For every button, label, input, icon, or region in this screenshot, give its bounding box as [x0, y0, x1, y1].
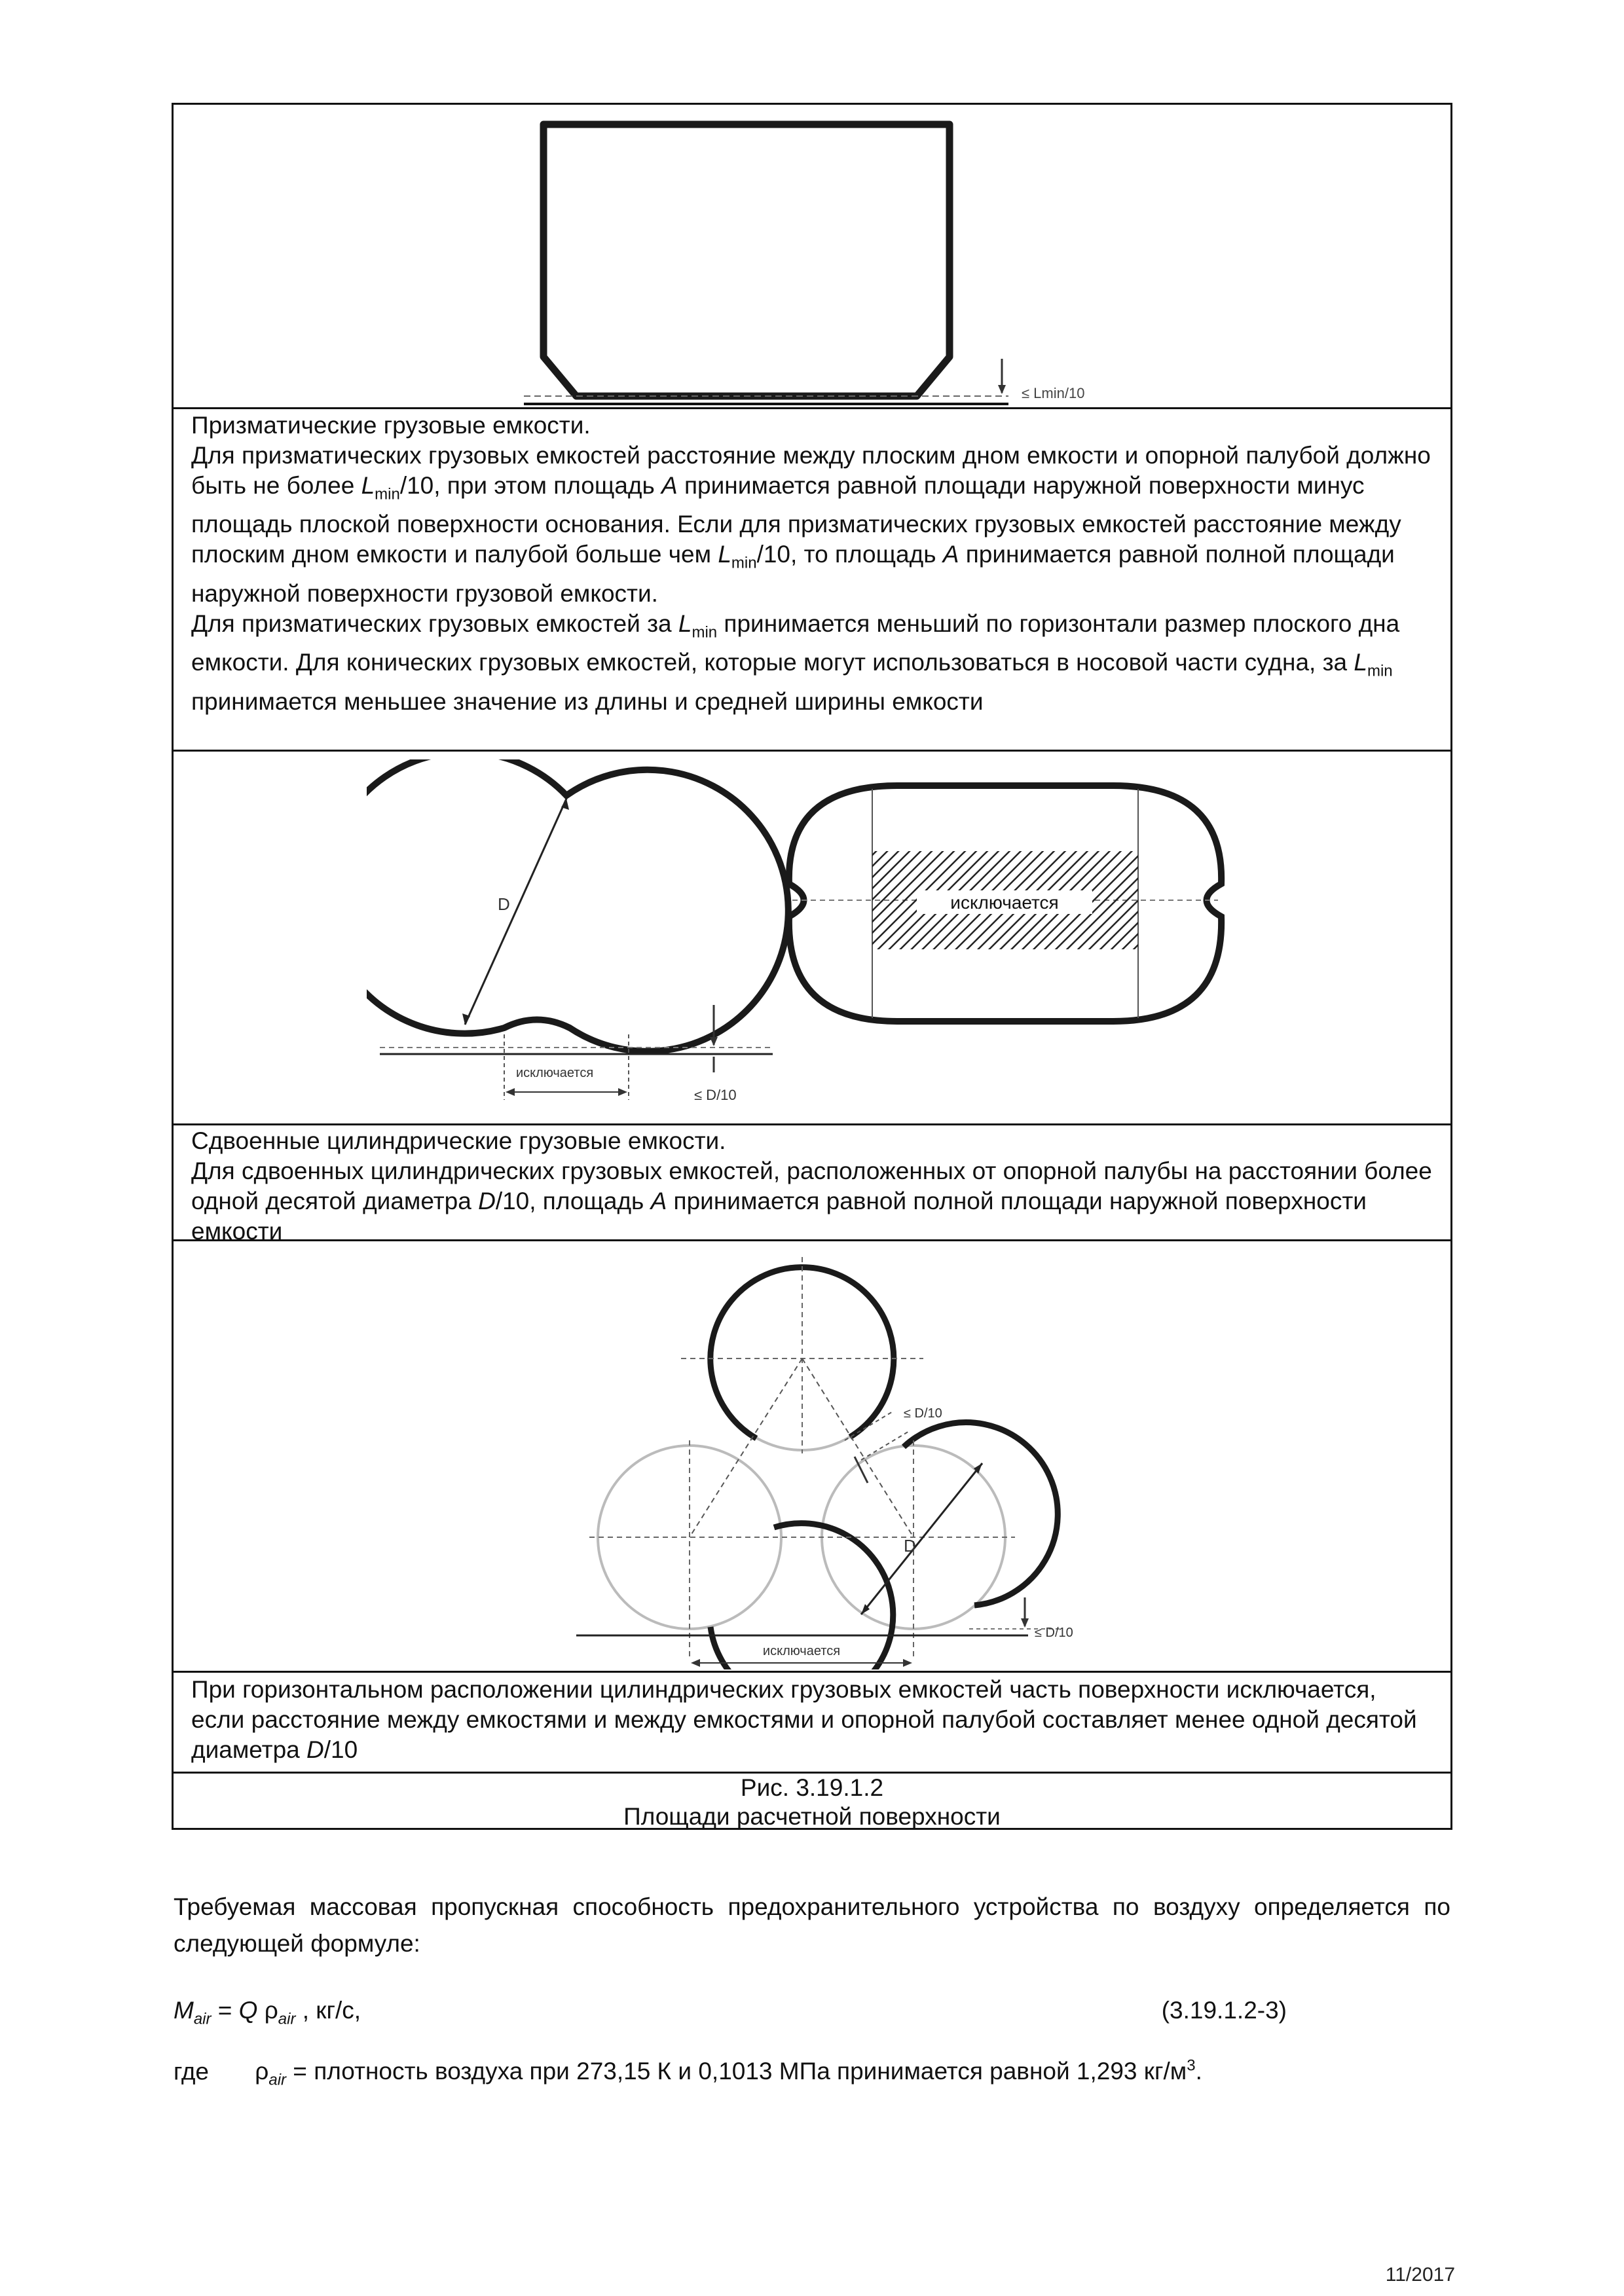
prismatic-description [191, 410, 1435, 717]
where-word: где [174, 2058, 210, 2085]
twin-cylinder-description [191, 1126, 1435, 1247]
table-divider [172, 407, 1452, 409]
three-cylinder-diagram [563, 1244, 1100, 1669]
excluded-label-plan: исключается [950, 892, 1059, 913]
table-divider [172, 1123, 1452, 1125]
figure-number: Рис. 3.19.1.2 [740, 1774, 884, 1801]
page-footer: 11/2017 [1385, 2264, 1455, 2286]
formula-expression: $M_{air} = Q$ $\rho_{air}$ , кг/с, [174, 1997, 361, 2028]
d10-label: ≤ D/10 [694, 1087, 737, 1103]
prismatic-title: Призматические грузовые емкости. [191, 412, 591, 439]
prismatic-paragraph-1: Для призматических грузовых емкостей расстояние между плоским дном емкости и опорной палубой должно быть не более $L_{min}/10$, при этом площадь A принимается равной площади наружной поверхности минус площадь плоской поверхности основания. Если для призматических грузовых емкостей расстояние между плоским дном емкости и палубой больше чем $L_{min}/10$, то площадь A принимается равной полной площади наружной поверхности грузовой емкости. [191, 442, 1431, 607]
lmin-label: ≤ Lmin/10 [1022, 385, 1085, 401]
twin-cylinder-paragraph: Для сдвоенных цилиндрических грузовых емкостей, расположенных от опорной палубы на расстоянии более одной десятой диаметра D/10, площадь A принимается равной полной площади наружной поверхности емкости [191, 1157, 1432, 1245]
d10-label-gap: ≤ D/10 [904, 1406, 942, 1421]
three-cylinder-paragraph: При горизонтальном расположении цилиндрических грузовых емкостей часть поверхности исключается, если расстояние между емкостями и между емкостями и опорной палубой составляет менее одной десятой диаметра D/10 [191, 1676, 1417, 1763]
diameter-label: D [498, 894, 510, 914]
three-cylinder-description [191, 1675, 1435, 1765]
d10-label-deck: ≤ D/10 [1035, 1626, 1073, 1640]
where-line [174, 2057, 1202, 2090]
formula-line [174, 1997, 1450, 2028]
excluded-label-3: исключается [762, 1644, 841, 1658]
figure-title: Площади расчетной поверхности [623, 1803, 1001, 1830]
table-divider [172, 750, 1452, 752]
excluded-label-left: исключается [516, 1066, 594, 1080]
prismatic-paragraph-2: Для призматических грузовых емкостей за $L_{min}$ принимается меньший по горизонтали размер плоского дна емкости. Для конических грузовых емкостей, которые могут использоваться в носовой части судна, за $L_{min}$ принимается меньшее значение из длины и средней ширины емкости [191, 610, 1400, 715]
table-divider [172, 1671, 1452, 1673]
prismatic-tank-diagram [511, 111, 1153, 407]
twin-cylinder-diagram [367, 759, 1310, 1120]
formula-number: (3.19.1.2-3) [1161, 1997, 1287, 2024]
where-definition: $\rho_{air}$ = плотность воздуха при 273,15 К и 0,1013 МПа принимается равной 1,293 $кг/м^3$. [255, 2057, 1202, 2089]
twin-cylinder-title: Сдвоенные цилиндрические грузовые емкости. [191, 1127, 726, 1154]
intro-paragraph: Требуемая массовая пропускная способность предохранительного устройства по воздуху определяется по следующей формуле: [174, 1893, 1450, 1957]
diameter-label-3: D [904, 1536, 916, 1556]
